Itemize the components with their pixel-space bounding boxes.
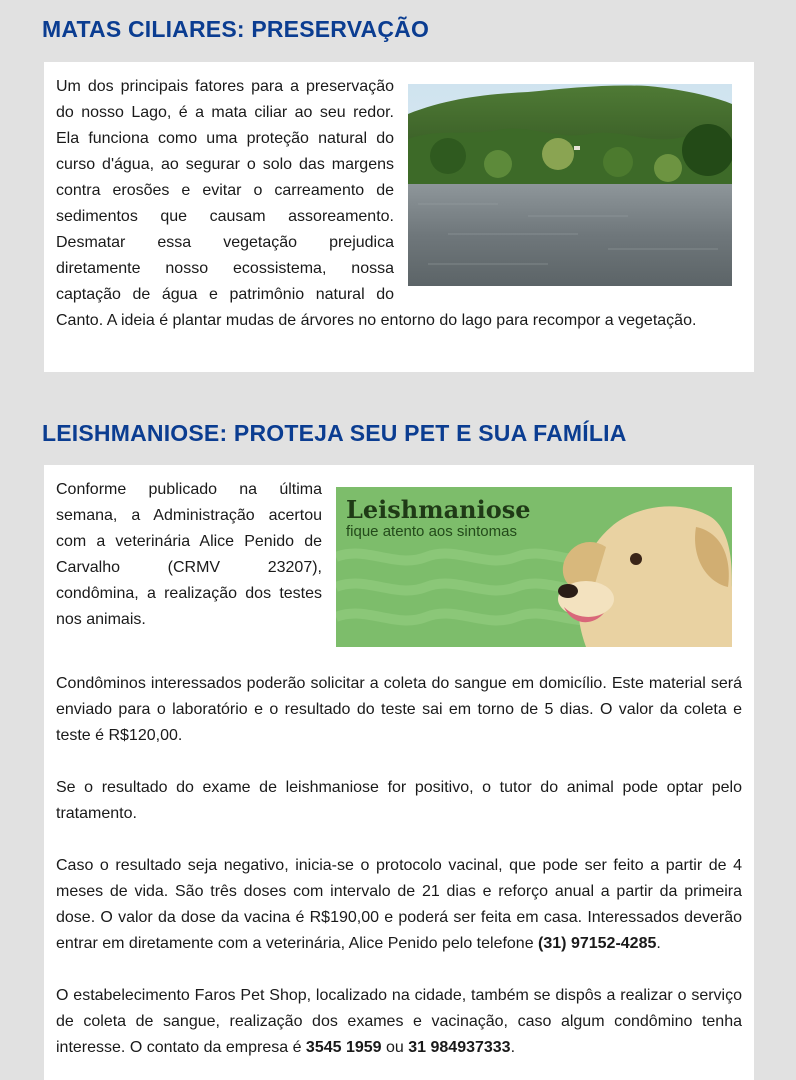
paragraph-leish-5-text: O estabelecimento Faros Pet Shop, localizado na cidade, também se dispôs a realizar o serviço de coleta de sangue, realização dos exames e vacinação, caso algum condômino tenha interesse. O contato da empresa é xyxy=(56,987,742,1056)
paragraph-leish-4 xyxy=(56,853,742,957)
paragraph-leish-1: Conforme publicado na última semana, a Administração acertou com a veterinária Alice Penido de Carvalho (CRMV 23207), condômina, a realização dos testes nos animais. xyxy=(56,481,322,628)
article-card-matas-ciliares xyxy=(44,62,754,372)
paragraph-leish-4-text: Caso o resultado seja negativo, inicia-se o protocolo vacinal, que pode ser feito a partir de 4 meses de vida. São três doses com intervalo de 21 dias e reforço anual a partir da primeira dose. O valor da dose da vacina é R$190,00 e poderá ser feita em casa. Interessados deverão entrar em diretamente com a veterinária, Alice Penido pelo telefone xyxy=(56,857,742,952)
paragraph-leish-5-or: ou xyxy=(381,1039,409,1056)
leishmaniose-banner xyxy=(336,487,732,647)
lake-photo xyxy=(408,84,732,286)
paragraph-matas-ciliares: Um dos principais fatores para a preservação do nosso Lago, é a mata ciliar ao seu redor. Ela funciona como uma proteção natural do curso d'água, ao segurar o solo das margens contra erosões e evitar o carreamento de sedimentos que causam assoreamento. Desmatar essa vegetação prejudica diretamente nosso ecossistema, nossa captação de água e patrimônio natural do Canto. A ideia é plantar mudas de árvores no entorno do lago para recompor a vegetação. xyxy=(56,78,697,329)
section-title-matas-ciliares: MATAS CILIARES: PRESERVAÇÃO xyxy=(42,16,430,42)
article-card-leishmaniose xyxy=(44,465,754,1080)
petshop-phone-2: 31 984937333 xyxy=(408,1039,511,1056)
paragraph-leish-5 xyxy=(56,983,742,1061)
paragraph-leish-4-end: . xyxy=(656,935,661,952)
banner-subheading: fique atento aos sintomas xyxy=(346,523,517,540)
paragraph-leish-5-end: . xyxy=(510,1039,516,1056)
vet-phone: (31) 97152-4285 xyxy=(538,935,657,952)
banner-heading: Leishmaniose xyxy=(346,495,531,524)
section-title-leishmaniose: LEISHMANIOSE: PROTEJA SEU PET E SUA FAMÍLIA xyxy=(42,420,627,446)
petshop-phone-1: 3545 1959 xyxy=(305,1039,382,1056)
paragraph-leish-3: Se o resultado do exame de leishmaniose for positivo, o tutor do animal pode optar pelo tratamento. xyxy=(56,779,742,822)
paragraph-leish-2: Condôminos interessados poderão solicitar a coleta do sangue em domicílio. Este material será enviado para o laboratório e o resultado do teste sai em torno de 5 dias. O valor da coleta e teste é R$120,00. xyxy=(56,675,742,744)
